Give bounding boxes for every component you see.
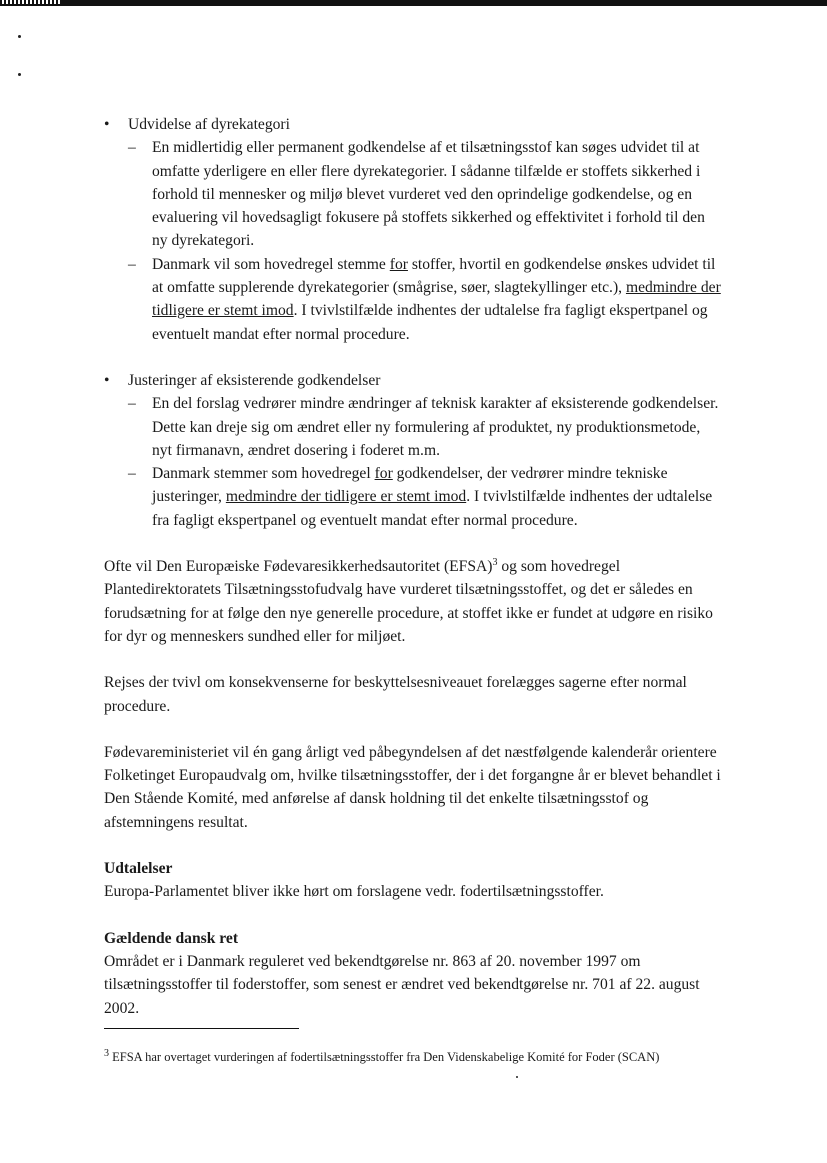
- bullet-dot: •: [104, 371, 110, 389]
- scan-speck: [516, 1076, 518, 1078]
- bullet-section-justeringer: [104, 369, 724, 532]
- dash-item-text: godkendelser, der vedrører mindre tekniske justeringer,: [152, 465, 668, 506]
- bullet-dot: •: [104, 116, 110, 133]
- dash-item: [104, 462, 724, 532]
- dash-item: [104, 392, 724, 462]
- dash-item-text: . I tvivlstilfælde indhentes der udtalelse fra fagligt ekspertpanel og eventuelt mandat efter normal procedure.: [152, 488, 713, 529]
- page-top-rule: [0, 0, 827, 6]
- dash-item-text: En midlertidig eller permanent godkendelse af et tilsætningsstof kan søges udvidet til at omfatte yderligere en eller flere dyrekategorier. I sådanne tilfælde er stoffets sikkerhed i forhold til mennesker og miljø blevet vurderet ved den oprindelige godkendelse, og en evaluering vil hovedsagligt fokusere på stoffets sikkerhed og effektivitet i forhold til den ny dyrekategori.: [152, 139, 705, 250]
- paragraph-text: Ofte vil Den Europæiske Fødevaresikkerhedsautoritet (EFSA): [104, 558, 493, 576]
- dash-marker: –: [128, 395, 136, 413]
- document-body: [104, 113, 724, 1020]
- underlined-for: for: [389, 255, 408, 273]
- dash-marker: –: [128, 139, 136, 157]
- bullet-heading-text: Udvidelse af dyrekategori: [128, 116, 290, 133]
- scan-speck: [18, 73, 21, 76]
- bullet-heading-text: Justeringer af eksisterende godkendelser: [128, 371, 381, 389]
- dash-item: [104, 253, 724, 346]
- footnote-mark: 3: [104, 1047, 109, 1059]
- bullet-heading: [104, 113, 724, 136]
- paragraph-ministeriet: Fødevareministeriet vil én gang årligt ved påbegyndelsen af det næstfølgende kalenderår orientere Folketinget Europaudvalg om, hvilke tilsætningsstoffer, der i det forgangne år er blevet behandlet i Den Stående Komité, med anførelse af dansk holdning til det enkelte tilsætningsstof og afstemningens resultat.: [104, 743, 721, 831]
- underlined-condition: medmindre der tidligere er stemt imod: [225, 488, 467, 506]
- paragraph-udtalelser: Europa-Parlamentet bliver ikke hørt om forslagene vedr. fodertilsætningsstoffer.: [104, 883, 604, 901]
- paragraph-dansk-ret: Området er i Danmark reguleret ved bekendtgørelse nr. 863 af 20. november 1997 om tilsætningsstoffer til foderstoffer, som senest er ændret ved bekendtgørelse nr. 701 af 22. august 2002.: [104, 952, 700, 1017]
- dash-marker: –: [128, 255, 136, 273]
- scan-speck: [18, 35, 21, 38]
- footnote-text: EFSA har overtaget vurderingen af fodertilsætningsstoffer fra Den Videnskabelige Komité for Foder (SCAN): [112, 1050, 660, 1064]
- heading-dansk-ret: Gældende dansk ret: [104, 929, 239, 947]
- dash-item-text: Danmark stemmer som hovedregel: [152, 465, 375, 483]
- footnote-separator: [104, 1028, 299, 1029]
- bullet-section-udvidelse: [104, 113, 724, 346]
- dash-item: [104, 136, 724, 252]
- heading-udtalelser: Udtalelser: [104, 860, 173, 878]
- footnote-reference: 3: [492, 556, 498, 568]
- underlined-for: for: [374, 465, 393, 483]
- footnote: [104, 1049, 744, 1065]
- dash-item-text: . I tvivlstilfælde indhentes der udtalelse fra fagligt ekspertpanel og eventuelt mandat efter normal procedure.: [152, 302, 708, 343]
- underlined-condition: medmindre der tidligere er stemt imod: [152, 279, 721, 320]
- paragraph-text: og som hovedregel Plantedirektoratets Tilsætningsstofudvalg have vurderet tilsætningsstoffet, og det er således en forudsætning for at følge den nye generelle procedure, at stoffet ikke er fundet at udgøre en risiko for dyr og menneskers sundhed eller for miljøet.: [104, 558, 713, 645]
- dash-item-text: En del forslag vedrører mindre ændringer af teknisk karakter af eksisterende godkendelser. Dette kan dreje sig om ændret eller ny formulering af produktet, ny produktionsmetode, nyt firmanavn, ændret dosering i foderet m.m.: [152, 395, 719, 459]
- dash-item-text: stoffer, hvortil en godkendelse ønskes udvidet til at omfatte supplerende dyrekategorier (smågrise, søer, slagtekyllinger etc.),: [152, 255, 716, 297]
- scan-edge-artifact: [0, 0, 60, 4]
- bullet-heading: [104, 369, 724, 392]
- paragraph-tvivl: Rejses der tvivl om konsekvenserne for beskyttelsesniveauet forelægges sagerne efter normal procedure.: [104, 674, 687, 715]
- dash-item-text: Danmark vil som hovedregel stemme: [152, 255, 390, 273]
- dash-marker: –: [128, 465, 136, 483]
- paragraph-efsa: [104, 555, 724, 648]
